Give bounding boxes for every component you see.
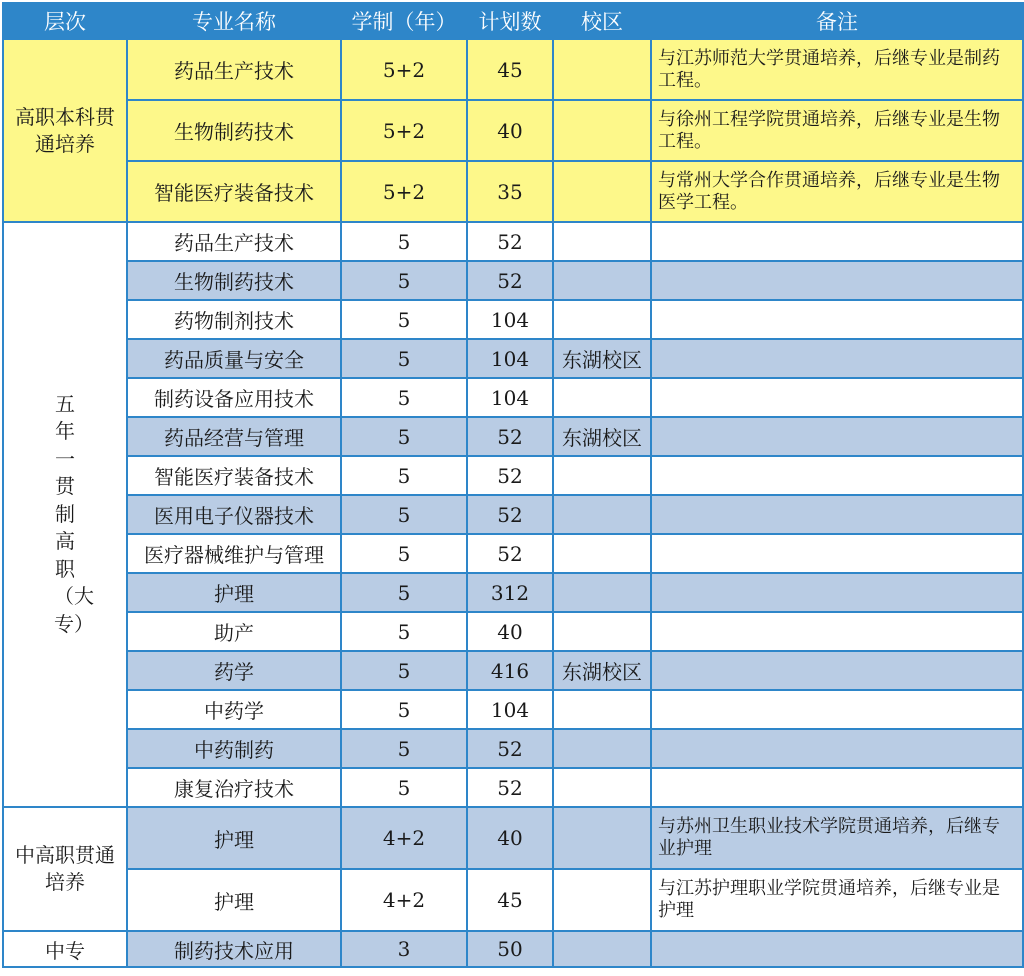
campus-cell	[553, 456, 651, 495]
header-note: 备注	[651, 3, 1023, 39]
table-row	[3, 417, 1023, 456]
note-cell	[651, 729, 1023, 768]
group-level-cell: 高职本科贯通培养	[3, 39, 127, 222]
years-cell: 5	[341, 456, 467, 495]
table-row	[3, 931, 1023, 967]
group-level-cell	[3, 222, 127, 807]
header-row	[3, 3, 1023, 39]
count-cell: 40	[467, 807, 553, 869]
count-cell: 50	[467, 931, 553, 967]
campus-cell	[553, 612, 651, 651]
header-years: 学制（年）	[341, 3, 467, 39]
campus-cell	[553, 495, 651, 534]
years-cell: 5	[341, 261, 467, 300]
years-cell: 5	[341, 534, 467, 573]
note-cell	[651, 495, 1023, 534]
campus-cell	[553, 534, 651, 573]
group-level-cell: 中专	[3, 931, 127, 967]
table-row	[3, 100, 1023, 161]
note-cell	[651, 261, 1023, 300]
campus-cell	[553, 869, 651, 931]
count-cell: 104	[467, 690, 553, 729]
count-cell: 52	[467, 534, 553, 573]
header-level: 层次	[3, 3, 127, 39]
major-cell: 药品生产技术	[127, 39, 341, 100]
count-cell: 416	[467, 651, 553, 690]
table-row	[3, 161, 1023, 222]
major-cell: 医疗器械维护与管理	[127, 534, 341, 573]
campus-cell: 东湖校区	[553, 417, 651, 456]
years-cell: 5	[341, 378, 467, 417]
table-row	[3, 222, 1023, 261]
campus-cell: 东湖校区	[553, 651, 651, 690]
table-row	[3, 807, 1023, 869]
count-cell: 312	[467, 573, 553, 612]
major-cell: 护理	[127, 869, 341, 931]
note-cell: 与江苏护理职业学院贯通培养，后继专业是护理	[651, 869, 1023, 931]
table-row	[3, 534, 1023, 573]
count-cell: 52	[467, 261, 553, 300]
major-cell: 中药制药	[127, 729, 341, 768]
years-cell: 5+2	[341, 100, 467, 161]
major-cell: 药品质量与安全	[127, 339, 341, 378]
campus-cell	[553, 100, 651, 161]
note-cell: 与常州大学合作贯通培养，后继专业是生物医学工程。	[651, 161, 1023, 222]
note-cell	[651, 417, 1023, 456]
major-cell: 康复治疗技术	[127, 768, 341, 807]
header-count: 计划数	[467, 3, 553, 39]
major-cell: 中药学	[127, 690, 341, 729]
table-row	[3, 768, 1023, 807]
years-cell: 5	[341, 300, 467, 339]
campus-cell	[553, 690, 651, 729]
major-cell: 药学	[127, 651, 341, 690]
campus-cell	[553, 161, 651, 222]
years-cell: 5	[341, 768, 467, 807]
note-cell: 与江苏师范大学贯通培养，后继专业是制药工程。	[651, 39, 1023, 100]
major-cell: 生物制药技术	[127, 261, 341, 300]
table-row	[3, 869, 1023, 931]
enrollment-plan-table	[2, 2, 1024, 968]
years-cell: 3	[341, 931, 467, 967]
years-cell: 5	[341, 573, 467, 612]
table-row	[3, 573, 1023, 612]
note-cell: 与苏州卫生职业技术学院贯通培养，后继专业护理	[651, 807, 1023, 869]
count-cell: 52	[467, 729, 553, 768]
major-cell: 制药技术应用	[127, 931, 341, 967]
note-cell	[651, 456, 1023, 495]
years-cell: 4+2	[341, 869, 467, 931]
years-cell: 5	[341, 222, 467, 261]
campus-cell	[553, 729, 651, 768]
campus-cell	[553, 300, 651, 339]
enrollment-plan-table-wrapper	[2, 2, 1024, 968]
note-cell	[651, 690, 1023, 729]
campus-cell	[553, 378, 651, 417]
table-row	[3, 456, 1023, 495]
campus-cell: 东湖校区	[553, 339, 651, 378]
count-cell: 52	[467, 222, 553, 261]
major-cell: 生物制药技术	[127, 100, 341, 161]
table-row	[3, 300, 1023, 339]
table-row	[3, 378, 1023, 417]
major-cell: 制药设备应用技术	[127, 378, 341, 417]
note-cell	[651, 534, 1023, 573]
table-row	[3, 495, 1023, 534]
count-cell: 104	[467, 378, 553, 417]
major-cell: 护理	[127, 573, 341, 612]
note-cell: 与徐州工程学院贯通培养，后继专业是生物工程。	[651, 100, 1023, 161]
campus-cell	[553, 807, 651, 869]
count-cell: 104	[467, 300, 553, 339]
table-row	[3, 39, 1023, 100]
count-cell: 40	[467, 100, 553, 161]
table-row	[3, 690, 1023, 729]
campus-cell	[553, 573, 651, 612]
years-cell: 4+2	[341, 807, 467, 869]
note-cell	[651, 768, 1023, 807]
header-major: 专业名称	[127, 3, 341, 39]
years-cell: 5	[341, 339, 467, 378]
note-cell	[651, 378, 1023, 417]
campus-cell	[553, 39, 651, 100]
note-cell	[651, 612, 1023, 651]
group-level-cell: 中高职贯通培养	[3, 807, 127, 931]
note-cell	[651, 931, 1023, 967]
years-cell: 5	[341, 690, 467, 729]
major-cell: 药品生产技术	[127, 222, 341, 261]
note-cell	[651, 651, 1023, 690]
note-cell	[651, 222, 1023, 261]
count-cell: 52	[467, 768, 553, 807]
years-cell: 5	[341, 729, 467, 768]
campus-cell	[553, 261, 651, 300]
table-row	[3, 612, 1023, 651]
table-row	[3, 261, 1023, 300]
years-cell: 5	[341, 612, 467, 651]
major-cell: 智能医疗装备技术	[127, 456, 341, 495]
count-cell: 35	[467, 161, 553, 222]
major-cell: 药品经营与管理	[127, 417, 341, 456]
count-cell: 45	[467, 869, 553, 931]
table-row	[3, 339, 1023, 378]
years-cell: 5+2	[341, 161, 467, 222]
years-cell: 5	[341, 651, 467, 690]
note-cell	[651, 573, 1023, 612]
campus-cell	[553, 222, 651, 261]
major-cell: 医用电子仪器技术	[127, 495, 341, 534]
count-cell: 52	[467, 417, 553, 456]
years-cell: 5	[341, 417, 467, 456]
count-cell: 52	[467, 495, 553, 534]
note-cell	[651, 300, 1023, 339]
table-row	[3, 651, 1023, 690]
major-cell: 助产	[127, 612, 341, 651]
count-cell: 40	[467, 612, 553, 651]
campus-cell	[553, 768, 651, 807]
major-cell: 药物制剂技术	[127, 300, 341, 339]
years-cell: 5	[341, 495, 467, 534]
count-cell: 45	[467, 39, 553, 100]
major-cell: 智能医疗装备技术	[127, 161, 341, 222]
table-row	[3, 729, 1023, 768]
count-cell: 52	[467, 456, 553, 495]
major-cell: 护理	[127, 807, 341, 869]
group-level-label: 五年一贯制高职（大专）	[54, 391, 94, 636]
years-cell: 5+2	[341, 39, 467, 100]
header-campus: 校区	[553, 3, 651, 39]
campus-cell	[553, 931, 651, 967]
note-cell	[651, 339, 1023, 378]
count-cell: 104	[467, 339, 553, 378]
